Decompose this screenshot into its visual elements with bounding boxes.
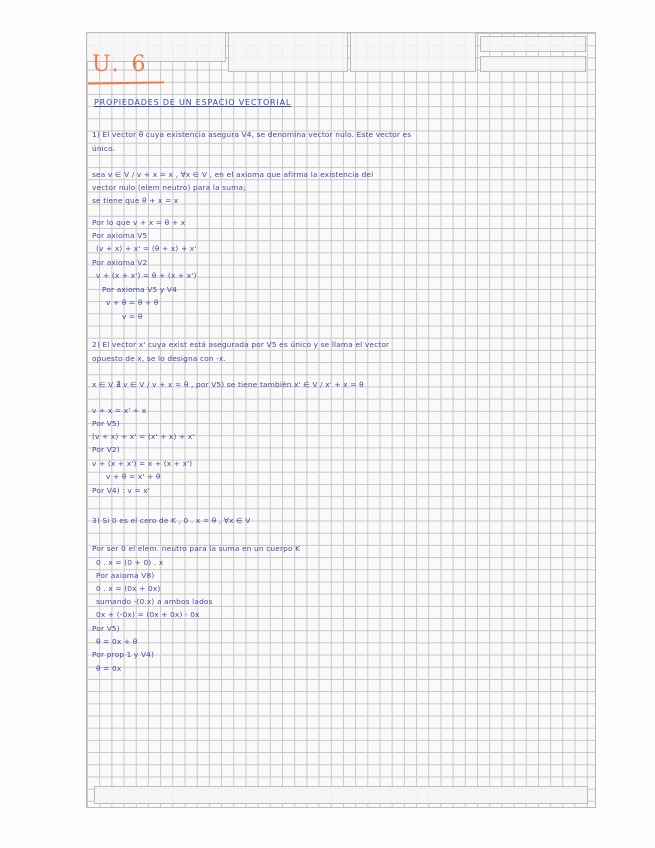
note-line: Por V5) — [92, 624, 120, 633]
note-line: sumando -(0.x) a ambos lados — [96, 597, 213, 606]
note-line: v = θ — [122, 312, 143, 321]
note-line: único. — [92, 144, 116, 153]
note-line: Por axioma V5 y V4 — [102, 285, 177, 294]
header-cell — [350, 32, 476, 72]
header-cell — [480, 36, 586, 52]
note-line: x ∈ V ∄ v ∈ V / v + x = θ , por V5) se tiene también x' ∈ V / x' + x = θ — [92, 380, 364, 389]
unit-label — [92, 52, 162, 78]
note-line: Por axioma V8) — [96, 571, 155, 580]
unit-label-text: U. 6 — [92, 52, 149, 77]
note-line: v + x = x' + x — [92, 406, 147, 415]
note-line: (v + x) + x' = (x' + x) + x' — [92, 432, 195, 441]
note-line: Por V4) : v = x' — [92, 486, 151, 495]
header-cell — [228, 32, 348, 72]
grid-paper — [86, 32, 596, 808]
header-cell — [480, 56, 586, 72]
note-line: v + θ = θ + θ — [106, 298, 159, 307]
note-line: θ = 0x + θ — [96, 637, 138, 646]
note-line: Por lo que v + x = θ + x — [92, 218, 186, 227]
note-line: sea v ∈ V / v + x = x , ∀x ∈ V , en el axioma que afirma la existencia del — [92, 170, 374, 179]
note-line: 2) El vector x' cuya exist está asegurada por V5 es único y se llama el vector — [92, 340, 390, 349]
note-line: Por axioma V2 — [92, 258, 148, 267]
note-line: vector nulo (elem neutro) para la suma; — [92, 183, 246, 192]
note-line: 3) Si 0 es el cero de K , 0 . x = θ , ∀x ∈ V — [92, 516, 251, 525]
note-line: v + θ = x' + θ — [106, 472, 161, 481]
note-line: opuesto de x, se lo designa con -x. — [92, 354, 227, 363]
note-line: Por ser 0 el elem. neutro para la suma en un cuerpo K — [92, 544, 301, 553]
note-line: Por V2) — [92, 445, 120, 454]
note-line: (v + x) + x' = (θ + x) + x' — [96, 244, 197, 253]
note-line: v + (x + x') = x + (x + x') — [92, 459, 193, 468]
page-title: PROPIEDADES DE UN ESPACIO VECTORIAL — [94, 98, 292, 107]
note-line: 1) El vector θ cuya existencia asegura V4, se denomina vector nulo. Este vector es — [92, 130, 412, 139]
note-line: 0x + (-0x) = (0x + 0x) - 0x — [96, 610, 200, 619]
note-line: 0 . x = (0x + 0x) — [96, 584, 161, 593]
footer-box — [94, 786, 588, 804]
note-line: 0 . x = (0 + 0) . x — [96, 558, 164, 567]
note-line: se tiene que θ + x = x — [92, 196, 179, 205]
note-line: Por V5) — [92, 419, 120, 428]
note-line: Por prop 1 y V4) — [92, 650, 155, 659]
note-line: v + (x + x') = θ + (x + x') — [96, 271, 197, 280]
note-line: Por axioma V5 — [92, 231, 148, 240]
note-line: θ = 0x — [96, 664, 122, 673]
